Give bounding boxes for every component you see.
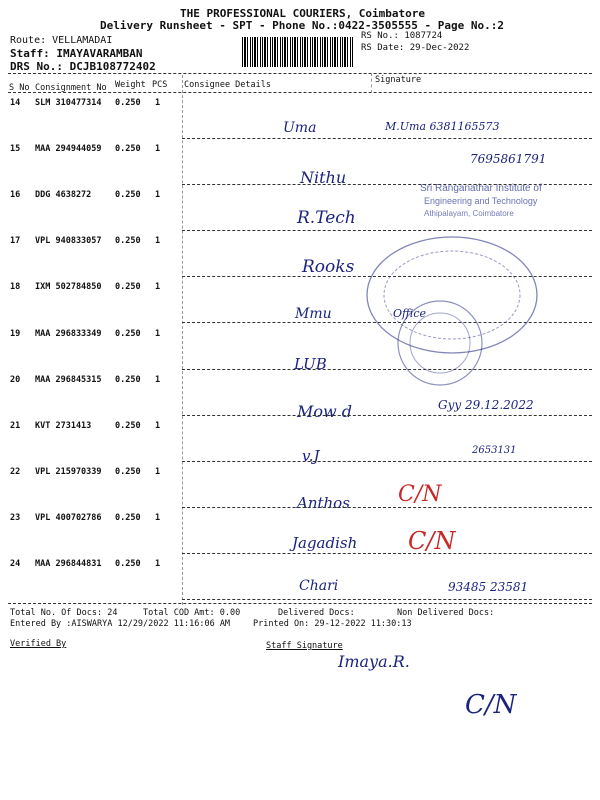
row-weight: 0.250 [115, 190, 141, 201]
total-docs: Total No. Of Docs: 24 [10, 608, 118, 618]
total-cod: Total COD Amt: 0.00 [143, 608, 241, 618]
col-consignment: Consignment No [35, 83, 107, 93]
staff-label: Staff: IMAYAVARAMBAN [10, 47, 143, 60]
row-pcs: 1 [155, 144, 161, 155]
verified-by: Verified By [10, 639, 67, 649]
recipient-signature: 93485 23581 [448, 580, 529, 594]
consignee-handwritten-name: R.Tech [297, 208, 356, 228]
recipient-signature: C/N [398, 482, 442, 507]
row-pcs: 1 [155, 512, 161, 523]
row-sno: 16 [10, 190, 21, 201]
route-label: Route: VELLAMADAI [10, 35, 113, 46]
row-weight: 0.250 [115, 144, 141, 155]
runsheet-title: THE PROFESSIONAL COURIERS, Coimbatore [180, 7, 426, 20]
recipient-signature: M.Uma 6381165573 [385, 120, 500, 133]
recipient-signature: Gyy 29.12.2022 [438, 398, 534, 412]
row-weight: 0.250 [115, 512, 141, 523]
row-pcs: 1 [155, 190, 161, 201]
row-consignment: MAA 296845315 [35, 374, 102, 385]
consignee-handwritten-name: Mmu [295, 306, 332, 322]
row-sno: 20 [10, 374, 21, 385]
row-weight: 0.250 [115, 466, 141, 477]
runsheet-subtitle: Delivery Runsheet - SPT - Phone No.:0422-3505555 - Page No.:2 [100, 19, 504, 32]
row-sno: 21 [10, 420, 21, 431]
row-consignment: VPL 215970339 [35, 466, 102, 477]
row-sno: 24 [10, 559, 21, 569]
row-weight: 0.250 [115, 98, 141, 108]
staff-signature-label: Staff Signature [266, 641, 343, 651]
row-pcs: 1 [155, 236, 161, 247]
consignee-handwritten-name: Anthos [297, 494, 350, 512]
row-sno: 22 [10, 466, 21, 477]
row-consignment: MAA 294944059 [35, 144, 102, 155]
entered-by: Entered By :AISWARYA 12/29/2022 11:16:06 AM [10, 619, 231, 629]
row-weight: 0.250 [115, 328, 141, 339]
row-pcs: 1 [155, 282, 161, 293]
row-pcs: 1 [155, 98, 161, 108]
consignee-handwritten-name: Chari [299, 578, 339, 594]
staff-handwritten-signature: Imaya.R. [338, 652, 410, 671]
row-sno: 15 [10, 144, 21, 155]
row-sno: 19 [10, 328, 21, 339]
row-consignment: IXM 502784850 [35, 282, 102, 293]
consignee-handwritten-name: Jagadish [292, 534, 358, 552]
row-sno: 23 [10, 512, 21, 523]
stamp-line-2: Engineering and Technology [424, 196, 538, 206]
consignee-handwritten-name: Rooks [302, 257, 355, 277]
printed-on: Printed On: 29-12-2022 11:30:13 [253, 619, 412, 629]
recipient-signature: C/N [408, 527, 456, 555]
delivered-docs: Delivered Docs: [278, 608, 355, 618]
row-weight: 0.250 [115, 559, 141, 569]
rs-number: RS No.: 1087724 [361, 31, 443, 41]
stamp-line-3: Athipalayam, Coimbatore [424, 209, 514, 218]
col-details: Consignee Details [184, 80, 271, 90]
row-weight: 0.250 [115, 236, 141, 247]
row-pcs: 1 [155, 328, 161, 339]
row-pcs: 1 [155, 374, 161, 385]
col-signature: Signature [375, 75, 422, 85]
cn-handwritten-mark: C/N [465, 690, 517, 720]
row-pcs: 1 [155, 466, 161, 477]
row-sno: 17 [10, 236, 21, 247]
row-weight: 0.250 [115, 282, 141, 293]
row-weight: 0.250 [115, 374, 141, 385]
row-sno: 14 [10, 98, 21, 108]
recipient-signature: 7695861791 [470, 152, 547, 166]
row-consignment: VPL 940833057 [35, 236, 102, 247]
recipient-signature: Office [393, 307, 426, 320]
consignee-handwritten-name: Mow d [297, 402, 353, 421]
rs-date: RS Date: 29-Dec-2022 [361, 43, 470, 53]
consignee-handwritten-name: v.J [302, 447, 320, 465]
row-consignment: DDG 4638272 [35, 190, 92, 201]
row-weight: 0.250 [115, 420, 141, 431]
col-pcs: PCS [152, 80, 168, 90]
row-consignment: VPL 400702786 [35, 512, 102, 523]
drs-number: DRS No.: DCJB108772402 [10, 60, 156, 73]
row-sno: 18 [10, 282, 21, 293]
row-pcs: 1 [155, 420, 161, 431]
recipient-signature: 2653131 [472, 445, 517, 456]
row-consignment: SLM 310477314 [35, 98, 102, 108]
col-sno: S No [9, 83, 30, 93]
non-delivered-docs: Non Delivered Docs: [397, 608, 495, 618]
consignee-handwritten-name: Nithu [300, 168, 347, 187]
consignee-handwritten-name: Uma [283, 120, 317, 136]
row-pcs: 1 [155, 559, 161, 569]
row-consignment: MAA 296833349 [35, 328, 102, 339]
stamp-line-1: Sri Ranganathar Institute of [420, 183, 542, 194]
row-consignment: MAA 296844831 [35, 559, 102, 569]
row-consignment: KVT 2731413 [35, 420, 92, 431]
col-weight: Weight [115, 80, 146, 90]
consignee-handwritten-name: LUB [294, 355, 327, 373]
footer-rule [8, 603, 592, 604]
